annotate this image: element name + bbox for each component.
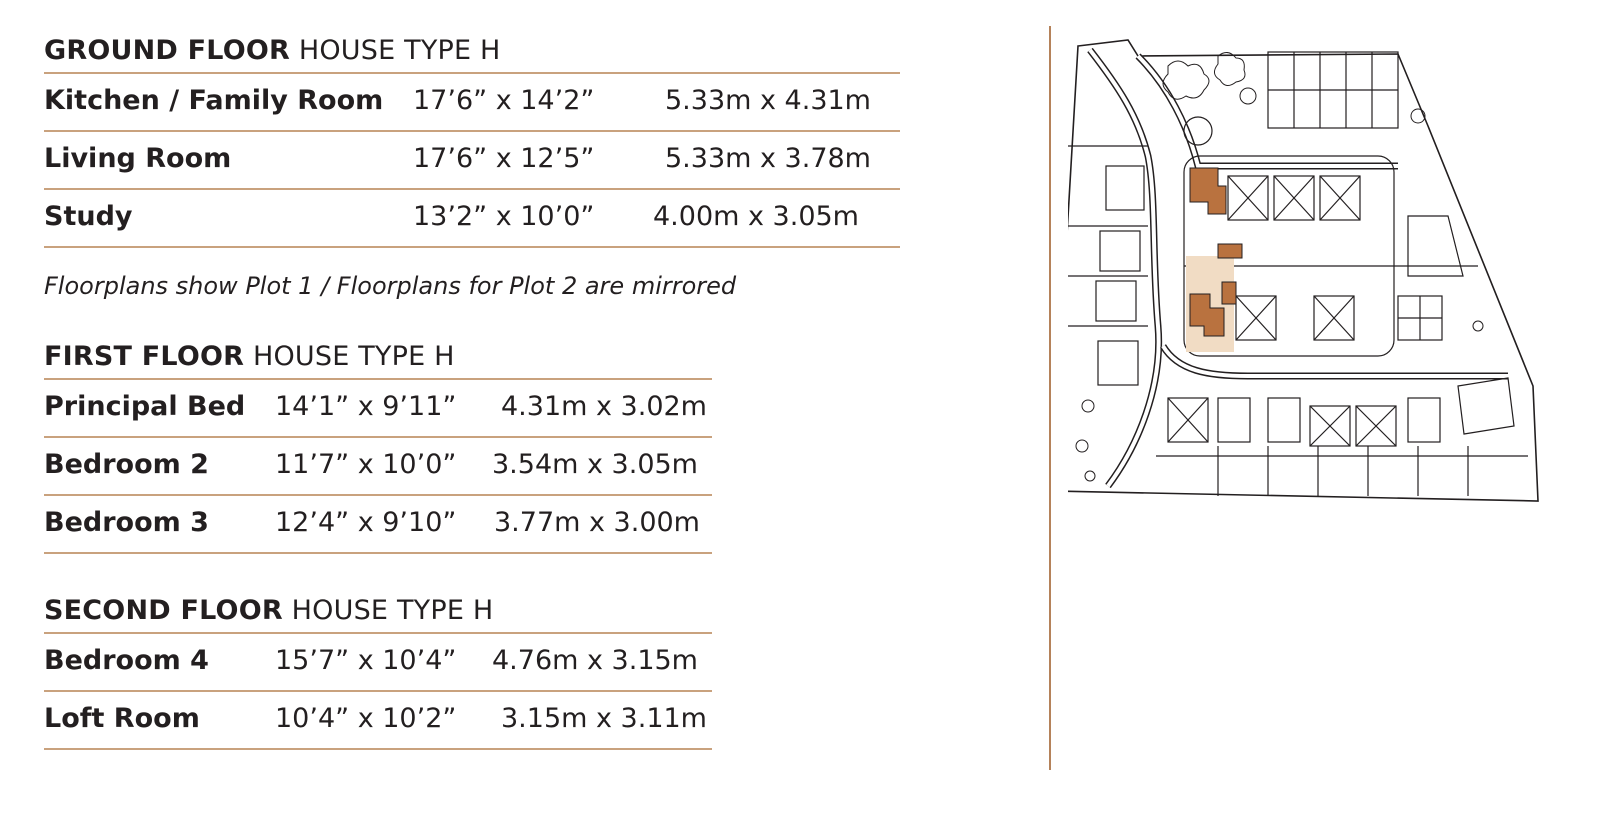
room-name: Principal Bed <box>44 391 246 422</box>
metric-dimensions: 3.77m x 3.00m <box>494 507 700 538</box>
site-plan-map <box>1068 26 1568 506</box>
metric-dimensions: 4.00m x 3.05m <box>653 201 859 232</box>
imperial-dimensions: 17’6” x 12’5” <box>413 143 595 174</box>
imperial-dimensions: 17’6” x 14’2” <box>413 85 595 116</box>
table-row <box>44 494 712 554</box>
plot-note: Floorplans show Plot 1 / Floorplans for Plot 2 are mirrored <box>44 272 737 300</box>
ground-floor-section <box>44 30 900 248</box>
room-name: Bedroom 3 <box>44 507 209 538</box>
second-floor-section <box>44 590 712 750</box>
room-name: Study <box>44 201 133 232</box>
metric-dimensions: 3.54m x 3.05m <box>492 449 698 480</box>
metric-dimensions: 4.76m x 3.15m <box>492 645 698 676</box>
metric-dimensions: 5.33m x 3.78m <box>665 143 871 174</box>
imperial-dimensions: 14’1” x 9’11” <box>275 391 457 422</box>
table-row <box>44 690 712 750</box>
plot-1-highlight <box>1190 168 1226 214</box>
room-name: Kitchen / Family Room <box>44 85 384 116</box>
table-row <box>44 188 900 248</box>
table-row <box>44 130 900 188</box>
imperial-dimensions: 11’7” x 10’0” <box>275 449 457 480</box>
room-name: Loft Room <box>44 703 200 734</box>
first-floor-heading: FIRST FLOOR HOUSE TYPE H <box>44 341 455 372</box>
table-row <box>44 632 712 690</box>
table-row <box>44 72 900 130</box>
imperial-dimensions: 13’2” x 10’0” <box>413 201 595 232</box>
imperial-dimensions: 10’4” x 10’2” <box>275 703 457 734</box>
vertical-divider <box>1049 26 1051 770</box>
ground-floor-heading: GROUND FLOOR HOUSE TYPE H <box>44 35 501 66</box>
first-floor-section <box>44 336 712 554</box>
metric-dimensions: 5.33m x 4.31m <box>665 85 871 116</box>
table-row <box>44 436 712 494</box>
room-name: Living Room <box>44 143 232 174</box>
second-floor-heading: SECOND FLOOR HOUSE TYPE H <box>44 595 494 626</box>
room-name: Bedroom 4 <box>44 645 209 676</box>
table-row <box>44 378 712 436</box>
imperial-dimensions: 15’7” x 10’4” <box>275 645 457 676</box>
metric-dimensions: 3.15m x 3.11m <box>501 703 707 734</box>
metric-dimensions: 4.31m x 3.02m <box>501 391 707 422</box>
room-name: Bedroom 2 <box>44 449 209 480</box>
imperial-dimensions: 12’4” x 9’10” <box>275 507 457 538</box>
